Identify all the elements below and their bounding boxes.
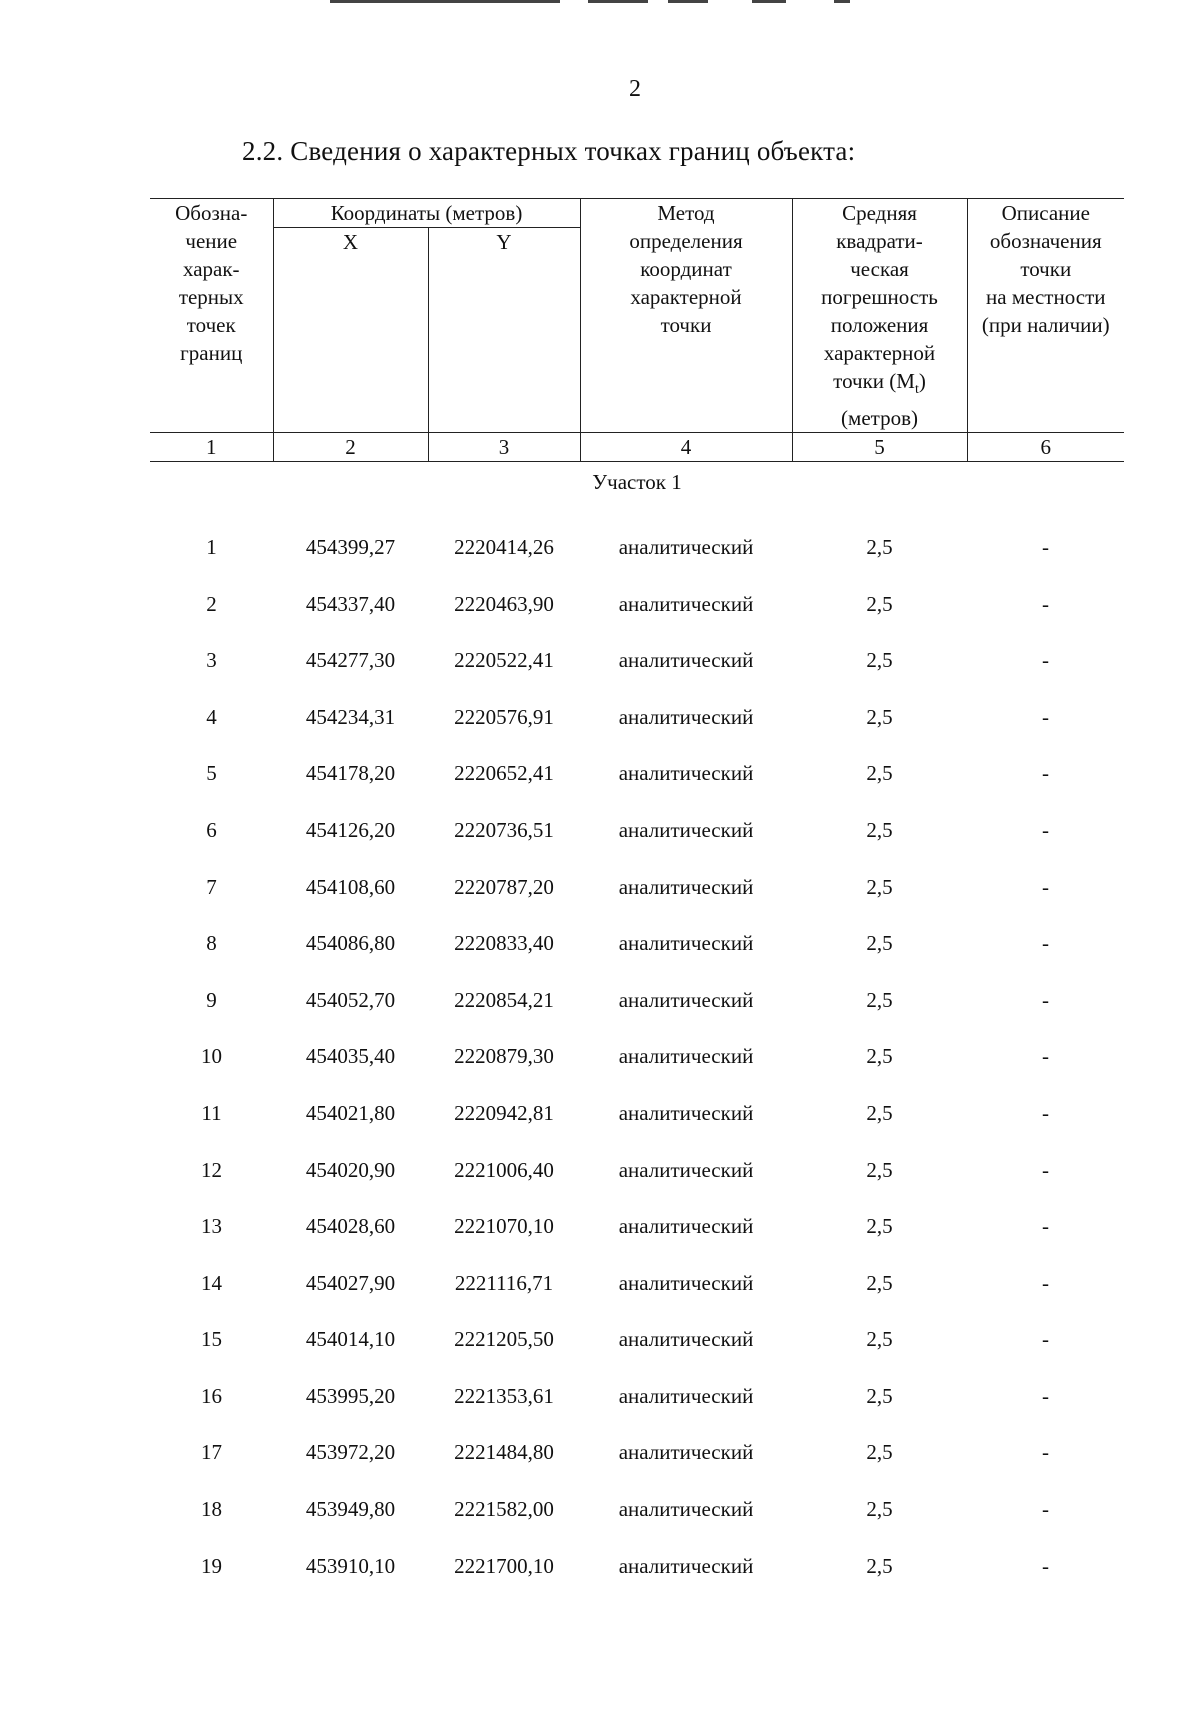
coord-y-cell: 2220942,81 [454, 1100, 554, 1125]
description-cell: - [1042, 761, 1050, 786]
coord-x-cell: 454277,30 [305, 648, 396, 673]
coord-y-cell: 2220414,26 [454, 534, 554, 559]
mean-square-error-cell: 2,5 [866, 1214, 893, 1239]
point-number-cell: 7 [206, 874, 217, 899]
point-number-cell: 2 [206, 591, 217, 616]
method-cell: аналитический [618, 648, 754, 673]
mean-square-error-cell: 2,5 [866, 1157, 893, 1182]
point-number-cell: 6 [206, 817, 217, 842]
mean-square-error-cell: 2,5 [866, 931, 893, 956]
coord-x-cell: 454028,60 [305, 1214, 396, 1239]
column-number-3: 3 [428, 433, 580, 462]
coord-x-cell: 454086,80 [305, 931, 396, 956]
table-row [150, 632, 1124, 689]
mean-square-error-cell: 2,5 [866, 1044, 893, 1069]
mean-square-error-cell: 2,5 [866, 704, 893, 729]
coord-x-cell: 454021,80 [305, 1100, 396, 1125]
method-cell: аналитический [618, 931, 754, 956]
coord-y-cell: 2221484,80 [454, 1440, 554, 1465]
coord-x-cell: 454014,10 [305, 1327, 396, 1352]
point-number-cell: 17 [201, 1440, 222, 1465]
description-cell: - [1042, 591, 1050, 616]
mean-square-error-cell: 2,5 [866, 874, 893, 899]
coord-x-cell: 454399,27 [305, 534, 396, 559]
table-row [150, 1029, 1124, 1086]
description-cell: - [1042, 1383, 1050, 1408]
coord-x-cell: 454052,70 [305, 987, 396, 1012]
description-cell: - [1042, 987, 1050, 1012]
point-number-cell: 15 [201, 1327, 222, 1352]
coord-y-cell: 2220522,41 [454, 648, 554, 673]
method-cell: аналитический [618, 1383, 754, 1408]
table-row [150, 972, 1124, 1029]
table-row [150, 746, 1124, 803]
scan-edge-marks [0, 0, 1200, 6]
mean-square-error-cell: 2,5 [866, 817, 893, 842]
description-cell: - [1042, 1100, 1050, 1125]
method-cell: аналитический [618, 1270, 754, 1295]
point-number-cell: 5 [206, 761, 217, 786]
method-cell: аналитический [618, 1497, 754, 1522]
table-row [150, 519, 1124, 576]
point-number-cell: 9 [206, 987, 217, 1012]
point-number-cell: 13 [201, 1214, 222, 1239]
table-row [150, 576, 1124, 633]
table-row [150, 1198, 1124, 1255]
points-body [150, 519, 1124, 1594]
description-cell: - [1042, 1440, 1050, 1465]
column-number-6: 6 [967, 433, 1124, 462]
coord-x-cell: 453949,80 [305, 1497, 396, 1522]
column-number-5: 5 [792, 433, 967, 462]
table-row [150, 1425, 1124, 1482]
coord-y-cell: 2220854,21 [454, 987, 554, 1012]
coord-y-cell: 2220736,51 [454, 817, 554, 842]
table-row [150, 1255, 1124, 1312]
mean-square-error-cell: 2,5 [866, 591, 893, 616]
point-number-cell: 16 [201, 1383, 222, 1408]
description-cell: - [1042, 1270, 1050, 1295]
coord-y-cell: 2220879,30 [454, 1044, 554, 1069]
description-cell: - [1042, 534, 1050, 559]
table-row [150, 1368, 1124, 1425]
point-number-cell: 3 [206, 648, 217, 673]
table-row [150, 1142, 1124, 1199]
description-cell: - [1042, 1157, 1050, 1182]
method-cell: аналитический [618, 591, 754, 616]
column-number-4: 4 [580, 433, 792, 462]
point-number-cell: 1 [206, 534, 217, 559]
method-cell: аналитический [618, 1553, 754, 1578]
coord-y-cell: 2221205,50 [454, 1327, 554, 1352]
method-cell: аналитический [618, 1214, 754, 1239]
description-cell: - [1042, 874, 1050, 899]
header-mean-square-error: Средняя квадрати- ческая погрешность положения характерной точки $(M_t)$ (метров) [792, 199, 967, 433]
page-number: 2 [629, 76, 641, 102]
table-row [150, 1085, 1124, 1142]
coord-x-cell: 454337,40 [305, 591, 396, 616]
method-cell: аналитический [618, 1327, 754, 1352]
mean-square-error-cell: 2,5 [866, 1553, 893, 1578]
coord-x-cell: 453910,10 [305, 1553, 396, 1578]
method-cell: аналитический [618, 1044, 754, 1069]
header-description: Описание обозначения точки на местности (при наличии) [967, 199, 1124, 433]
description-cell: - [1042, 1553, 1050, 1578]
method-cell: аналитический [618, 534, 754, 559]
header-coordinates-group: Координаты (метров) [273, 199, 580, 228]
coord-y-cell: 2221582,00 [454, 1497, 554, 1522]
method-cell: аналитический [618, 987, 754, 1012]
point-number-cell: 18 [201, 1497, 222, 1522]
mean-square-error-cell: 2,5 [866, 761, 893, 786]
method-cell: аналитический [618, 1440, 754, 1465]
mean-square-error-cell: 2,5 [866, 1327, 893, 1352]
coord-x-cell: 454020,90 [305, 1157, 396, 1182]
table-row [150, 915, 1124, 972]
coord-y-cell: 2220576,91 [454, 704, 554, 729]
description-cell: - [1042, 648, 1050, 673]
header-point-designation: Обозна- чение харак- терных точек границ [150, 199, 273, 433]
method-cell: аналитический [618, 817, 754, 842]
description-cell: - [1042, 1044, 1050, 1069]
table-row [150, 689, 1124, 746]
coord-x-cell: 454126,20 [305, 817, 396, 842]
coord-x-cell: 454234,31 [305, 704, 396, 729]
coord-x-cell: 454035,40 [305, 1044, 396, 1069]
description-cell: - [1042, 1497, 1050, 1522]
boundary-points-table [150, 198, 1124, 1594]
mean-square-error-cell: 2,5 [866, 1383, 893, 1408]
description-cell: - [1042, 704, 1050, 729]
column-number-2: 2 [273, 433, 428, 462]
table-row [150, 1481, 1124, 1538]
method-cell: аналитический [618, 704, 754, 729]
point-number-cell: 4 [206, 704, 217, 729]
coord-x-cell: 453972,20 [305, 1440, 396, 1465]
description-cell: - [1042, 1214, 1050, 1239]
header-x: X [273, 228, 428, 433]
header-y: Y [428, 228, 580, 433]
table-row [150, 1312, 1124, 1369]
point-number-cell: 12 [201, 1157, 222, 1182]
description-cell: - [1042, 817, 1050, 842]
mean-square-error-cell: 2,5 [866, 648, 893, 673]
coord-x-cell: 453995,20 [305, 1383, 396, 1408]
header-method: Метод определения координат характерной точки [580, 199, 792, 433]
method-cell: аналитический [618, 1157, 754, 1182]
point-number-cell: 14 [201, 1270, 222, 1295]
coord-y-cell: 2220463,90 [454, 591, 554, 616]
description-cell: - [1042, 931, 1050, 956]
coord-y-cell: 2221116,71 [454, 1270, 554, 1295]
mean-square-error-cell: 2,5 [866, 1440, 893, 1465]
point-number-cell: 8 [206, 931, 217, 956]
method-cell: аналитический [618, 761, 754, 786]
coord-y-cell: 2221070,10 [454, 1214, 554, 1239]
mean-square-error-cell: 2,5 [866, 534, 893, 559]
method-cell: аналитический [618, 1100, 754, 1125]
coord-x-cell: 454108,60 [305, 874, 396, 899]
point-number-cell: 11 [201, 1100, 222, 1125]
coord-x-cell: 454178,20 [305, 761, 396, 786]
coord-x-cell: 454027,90 [305, 1270, 396, 1295]
coord-y-cell: 2221353,61 [454, 1383, 554, 1408]
mean-square-error-cell: 2,5 [866, 1497, 893, 1522]
mean-square-error-cell: 2,5 [866, 1100, 893, 1125]
section-title: 2.2. Сведения о характерных точках границ объекта: [242, 136, 856, 166]
coord-y-cell: 2220787,20 [454, 874, 554, 899]
point-number-cell: 10 [201, 1044, 222, 1069]
section-label: Участок 1 [592, 470, 682, 495]
point-number-cell: 19 [201, 1553, 222, 1578]
column-number-1: 1 [150, 433, 273, 462]
method-cell: аналитический [618, 874, 754, 899]
coord-y-cell: 2220652,41 [454, 761, 554, 786]
table-row [150, 859, 1124, 916]
mean-square-error-cell: 2,5 [866, 987, 893, 1012]
coord-y-cell: 2221006,40 [454, 1157, 554, 1182]
table-row [150, 1538, 1124, 1595]
table-row [150, 802, 1124, 859]
coord-y-cell: 2220833,40 [454, 931, 554, 956]
description-cell: - [1042, 1327, 1050, 1352]
mean-square-error-cell: 2,5 [866, 1270, 893, 1295]
coord-y-cell: 2221700,10 [454, 1553, 554, 1578]
